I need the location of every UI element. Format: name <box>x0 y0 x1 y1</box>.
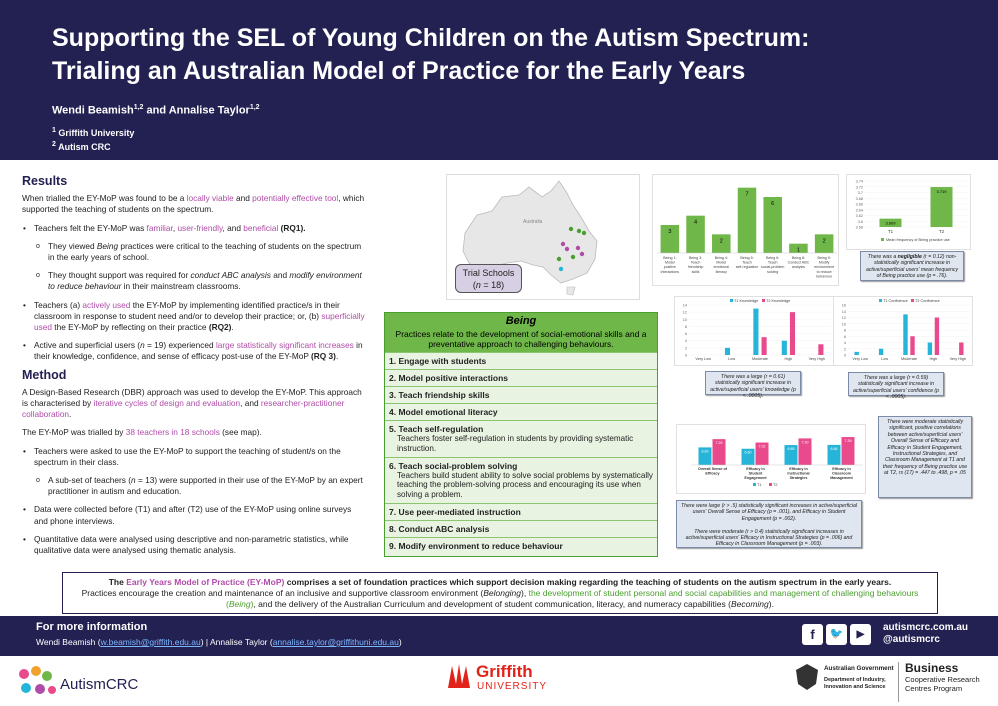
being-item <box>385 537 657 554</box>
chart-bar <box>762 337 767 355</box>
ey-mop-statement: The Early Years Model of Practice (EY-MoP) comprises a set of foundation practices which support decision making regarding the teaching of students on the autism spectrum in the early years. Practices encourage the creation and maintenance of an inclusive and supportive classroom environment (Belonging), the development of student personal and social capabilities and management of challenging behaviours (Being), and the delivery of the Australian Curriculum and development of student communication, literacy, and numeracy capabilities (Becoming). <box>62 572 938 614</box>
data-label: 2 <box>719 238 723 245</box>
tick-label: Model <box>716 260 727 265</box>
chart-knowledge-svg <box>675 297 835 367</box>
y-tick-label: 3.62 <box>855 214 863 218</box>
contact-line: Wendi Beamish (w.beamish@griffith.edu.au) | Annalise Taylor (annalise.taylor@griffithuni.edu.au) <box>36 637 402 647</box>
list-item: • Teachers were asked to use the EY-MoP to support the teaching of student/s on the spectrum in their class. <box>22 446 366 468</box>
chart-efficacy <box>676 424 866 494</box>
y-tick-label: 3.66 <box>855 202 863 207</box>
tick-label: behaviour <box>816 274 833 279</box>
list-item: o They viewed Being practices were critical to the teaching of students on the spectrum in the early years of school. <box>22 241 366 263</box>
griffith-crest-icon <box>444 662 474 692</box>
tick-label: Teach <box>690 260 701 265</box>
y-tick-label: 3.6 <box>857 219 863 224</box>
tick-label: solving <box>767 269 779 274</box>
tick-label: Being 4: <box>714 256 728 260</box>
business-line3: Centres Program <box>905 684 963 693</box>
chart-bar <box>910 336 914 355</box>
twitter-handle: @autismcrc <box>883 634 940 645</box>
tick-label: T1 <box>887 229 894 234</box>
tick-label: T2 <box>938 229 945 234</box>
business-line1: Business <box>905 661 959 675</box>
list-item: o They thought support was required for conduct ABC analysis and modify environment to reduce behaviour in their mainstream classrooms. <box>22 270 366 292</box>
list-item: • Teachers (a) actively used the EY-MoP by implementing identified practice/s in their classroom in response to student need and/or to develop their practice; or, (b) superficially used the EY-MoP by reflecting on their practice (RQ2). <box>22 300 366 334</box>
tick-label: skills <box>691 269 700 274</box>
tick-label: self-regulation <box>735 265 759 270</box>
legend-swatch <box>879 299 882 302</box>
poster-header <box>0 0 998 160</box>
data-label: 6.60 <box>744 450 752 455</box>
authors: Wendi Beamish$^{1,2}$ and Annalise Taylor$^{1,2}$ <box>52 104 260 117</box>
y-tick-label: 12 <box>682 310 687 315</box>
legend-label: T1 Knowledge <box>734 299 759 303</box>
being-item-name: 6. Teach social-problem solving <box>389 460 518 471</box>
tick-label: Very High <box>808 357 826 361</box>
y-tick-label: 0 <box>843 353 846 358</box>
legend-swatch <box>753 483 756 486</box>
chart-bar <box>818 344 823 355</box>
data-label: 7.39 <box>844 439 852 444</box>
y-tick-label: 2 <box>684 346 687 351</box>
tick-label: to reduce <box>816 269 832 274</box>
tick-label: Strategies <box>789 475 808 480</box>
tick-label: Efficacy in <box>832 467 851 471</box>
pin-purple <box>561 242 565 246</box>
being-item-name: 2. Model positive interactions <box>389 373 509 383</box>
hands-icon <box>14 664 58 700</box>
chart-bar <box>879 349 883 355</box>
y-tick-label: 10 <box>682 317 687 322</box>
chart-bar <box>854 352 858 355</box>
being-item <box>385 386 657 403</box>
chart-bar <box>935 318 939 356</box>
pin-green <box>582 231 586 235</box>
tick-label: friendship <box>687 265 704 270</box>
legend-swatch <box>911 299 914 302</box>
legend-swatch <box>762 299 765 302</box>
method-heading: Method <box>22 367 67 382</box>
data-label: 6.69 <box>701 449 709 454</box>
data-label: 7.30 <box>801 440 809 445</box>
being-item <box>385 403 657 420</box>
tick-label: Low <box>728 357 736 361</box>
tick-label: Efficacy in <box>746 467 765 471</box>
being-header <box>385 313 657 352</box>
data-label: 7 <box>745 191 749 198</box>
facebook-icon[interactable]: f <box>802 624 823 645</box>
legend-label: T1 <box>757 483 762 487</box>
gov-line3: Innovation and Science <box>824 684 886 690</box>
chart-confidence <box>833 296 973 366</box>
note-knowledge: There was a large (r = 0.61) statistically significant increase in active/superficial users' knowledge (p < .0005). <box>705 371 801 395</box>
y-tick-label: 4 <box>684 339 687 344</box>
list-item: • Quantitative data were analysed using descriptive and non-parametric statistics, while qualitative data were analysed using thematic analysis. <box>22 534 366 556</box>
y-tick-label: 4 <box>843 341 846 345</box>
tick-label: positive <box>663 265 676 270</box>
tick-label: Being 6: <box>766 256 780 260</box>
website-link[interactable]: autismcrc.com.au <box>883 622 969 633</box>
affiliations: $^1$ Griffith University $^2$ Autism CRC <box>52 126 135 152</box>
results-heading: Results <box>22 174 68 188</box>
being-item-name: 1. Engage with students <box>389 356 487 366</box>
data-label: 3.719 <box>936 189 947 195</box>
pin-green <box>557 257 561 261</box>
being-item-name: 3. Teach friendship skills <box>389 390 490 400</box>
list-item: • Teachers felt the EY-MoP was familiar, user-friendly, and beneficial (RQ1). <box>22 223 366 234</box>
tick-label: Very High <box>949 357 967 361</box>
tick-label: Being 1: <box>663 256 677 260</box>
tick-label: Overall Sense of <box>698 467 727 471</box>
chart-mean-frequency <box>846 174 971 250</box>
chart-mean-frequency-svg <box>847 175 972 251</box>
legend-label: T2 Confidence <box>915 299 940 303</box>
autismcrc-logo-text: AutismCRC <box>60 676 139 693</box>
being-subtitle: Practices relate to the development of social-emotional skills and a preventative approach to challenging behaviours. <box>395 328 647 349</box>
being-item-name: 5. Teach self-regulation <box>389 424 484 434</box>
tick-label: Classroom <box>831 471 852 476</box>
being-item <box>385 352 657 369</box>
y-tick-label: 0 <box>684 353 687 358</box>
twitter-icon[interactable]: 🐦 <box>826 624 847 645</box>
note-efficacy: There were large (r > .5) statistically significant increases in active/superficial users' Overall Sense of Efficacy (p = .001), and Efficacy in Student Engagement (p = .002). There were moderate (r > 0.4) statistically significant increases in active/superficial users' Efficacy in Instructional Strategies (p = .006) and Efficacy in Classroom Management (p = .003). <box>676 500 862 548</box>
tick-label: environment <box>814 265 835 270</box>
legend-swatch <box>769 483 772 486</box>
logo-bar <box>0 656 998 706</box>
y-tick-label: 8 <box>684 324 687 329</box>
chart-bar <box>903 314 907 355</box>
being-item-name: 8. Conduct ABC analysis <box>389 523 490 534</box>
chart-knowledge <box>674 296 834 366</box>
business-crc-logo <box>898 662 994 702</box>
pin-blue <box>559 267 563 271</box>
email-link-taylor[interactable]: annalise.taylor@griffithuni.edu.au <box>272 637 399 647</box>
griffith-logo <box>444 662 574 700</box>
being-item-desc: Teachers build student ability to solve social problems by systematically teaching the problem-solving process and encouraging its use when solving a problem. <box>397 470 653 500</box>
note-correlations: There were moderate statistically significant, positive correlations between active/superficial users' Overall Sense of Efficacy and Efficacy in Student Engagement, Instructional Strategies, and Classroom Management at T1 and their frequency of Being practice use at T2, rs (17) = .447 to .498, p = .05 <box>878 416 972 498</box>
trial-schools-label: Trial Schools (n = 18) <box>455 264 522 293</box>
y-tick-label: 14 <box>682 303 687 308</box>
y-tick-label: 8 <box>843 328 846 333</box>
tick-label: Moderate <box>751 357 769 361</box>
being-item <box>385 420 657 457</box>
gov-line1: Australian Government <box>824 665 894 672</box>
y-tick-label: 3.64 <box>855 208 863 213</box>
y-tick-label: 12 <box>841 316 846 320</box>
pin-green <box>571 255 575 259</box>
y-tick-label: 10 <box>841 322 846 327</box>
list-item: • Data were collected before (T1) and after (T2) use of the EY-MoP using online surveys and phone interviews. <box>22 504 366 526</box>
y-tick-label: 3.58 <box>855 225 863 230</box>
tick-label: Conduct ABC <box>787 260 810 265</box>
being-item-desc: Teachers foster self-regulation in students by providing systematic instruction. <box>397 434 634 453</box>
map-label: Australia <box>523 219 543 225</box>
australian-government-logo <box>792 662 896 702</box>
y-tick-label: 3.74 <box>855 179 863 184</box>
method-p2: The EY-MoP was trialled by 38 teachers in 18 schools (see map). <box>22 427 262 438</box>
tick-label: Teach <box>742 260 752 265</box>
being-item-name: 9. Modify environment to reduce behaviour <box>389 540 563 551</box>
y-tick-label: 6 <box>684 332 687 337</box>
tick-label: Model <box>664 260 675 265</box>
tick-label: Being 9: <box>817 256 831 260</box>
tick-label: High <box>784 357 793 361</box>
legend-swatch <box>730 299 733 302</box>
being-practices-box <box>384 312 658 557</box>
results-intro: When trialled the EY-MoP was found to be a locally viable and potentially effective tool, which supported the teaching of students on the spectrum. <box>22 193 365 215</box>
being-item <box>385 503 657 520</box>
gov-line2: Department of Industry, <box>824 677 886 683</box>
coat-of-arms-icon <box>792 662 822 692</box>
pin-purple <box>576 246 580 250</box>
chart-bar <box>959 343 963 356</box>
y-tick-label: 3.72 <box>855 185 863 190</box>
being-item <box>385 520 657 537</box>
tick-label: Being 8: <box>791 256 806 260</box>
data-label: 2 <box>822 238 826 245</box>
tick-label: social-problem <box>761 265 785 270</box>
tick-label: Moderate <box>900 357 918 361</box>
results-list <box>22 223 366 363</box>
pin-green <box>569 227 573 231</box>
data-label: 3.609 <box>885 220 896 226</box>
data-label: 6.85 <box>787 447 795 452</box>
tick-label: Management <box>830 475 853 480</box>
being-item <box>385 369 657 386</box>
chart-efficacy-svg <box>677 425 867 495</box>
tick-label: Low <box>881 357 889 361</box>
y-tick-label: 2 <box>843 347 846 352</box>
left-column <box>22 176 366 563</box>
tick-label: interactions <box>660 269 680 274</box>
chart-being-practices <box>652 174 839 286</box>
y-tick-label: 3.68 <box>855 196 863 201</box>
chart-bar <box>725 348 730 355</box>
y-tick-label: 3.7 <box>857 191 863 195</box>
being-list <box>385 352 657 554</box>
griffith-logo-text: Griffith <box>476 662 533 681</box>
tick-label: Efficacy <box>705 471 720 476</box>
tick-label: Being 3: <box>688 256 703 260</box>
data-label: 6 <box>771 201 775 207</box>
method-list <box>22 446 366 557</box>
being-item-name: 4. Model emotional literacy <box>389 407 498 417</box>
pin-purple <box>580 252 584 256</box>
youtube-icon[interactable]: ▶ <box>850 624 871 645</box>
being-item <box>385 457 657 503</box>
tick-label: Teach <box>767 260 778 265</box>
autismcrc-logo <box>14 664 164 700</box>
tick-label: Modify <box>818 260 830 265</box>
chart-being-practices-svg <box>653 175 840 287</box>
data-label: 3 <box>668 229 672 235</box>
chart-bar <box>753 309 758 355</box>
tick-label: Very Low <box>695 357 712 361</box>
tick-label: High <box>929 357 938 361</box>
being-title: Being <box>505 315 537 327</box>
data-label: 7.02 <box>758 444 766 449</box>
legend-swatch <box>881 238 884 241</box>
more-info-heading: For more information <box>36 621 148 633</box>
griffith-logo-subtext: UNIVERSITY <box>477 681 548 692</box>
tick-label: literacy <box>715 269 727 274</box>
poster-title: Supporting the SEL of Young Children on the Autism Spectrum: Trialing an Australian Model of Practice for the Early Years <box>52 24 810 85</box>
note-confidence: There was a large (r = 0.59) statistically significant increase in active/superficial users' confidence (p < .0005). <box>848 372 944 396</box>
tick-label: analysis <box>791 265 805 270</box>
pin-purple <box>565 247 569 251</box>
data-label: 6.86 <box>830 446 838 451</box>
email-link-beamish[interactable]: w.beamish@griffith.edu.au <box>100 637 201 647</box>
chart-bar <box>782 341 787 355</box>
tick-label: Efficacy in <box>789 467 808 471</box>
footer <box>0 616 998 656</box>
tick-label: Instructional <box>787 471 810 476</box>
list-item: • Active and superficial users (n = 19) experienced large statistically significant increases in their knowledge, confidence, and sense of efficacy post-use of the EY-MoP (RQ 3). <box>22 340 366 362</box>
legend-label: T1 Confidence <box>883 299 908 303</box>
tick-label: emotional <box>713 265 730 270</box>
data-label: 4 <box>694 219 698 226</box>
chart-bar <box>928 343 932 356</box>
legend-label: T2 Knowledge <box>766 299 791 303</box>
contact-site <box>883 622 968 646</box>
business-line2: Cooperative Research <box>905 675 980 684</box>
method-p1: A Design-Based Research (DBR) approach was used to develop the EY-MoP. This approach is characterised by iterative cycles of design and evaluation, and researcher-practitioner collaboration. <box>22 386 362 420</box>
data-label: 7.25 <box>715 441 723 446</box>
being-item-name: 7. Use peer-mediated instruction <box>389 506 521 517</box>
legend-label: T2 <box>773 483 778 487</box>
tick-label: Engagement <box>744 475 767 480</box>
tick-label: Being 5: <box>740 256 754 260</box>
list-item: o A sub-set of teachers (n = 13) were supported in their use of the EY-MoP by an expert practitioner in autism and education. <box>22 475 366 497</box>
legend-label: Mean frequency of Being practice use <box>886 238 950 242</box>
tick-label: Very Low <box>852 357 869 361</box>
chart-bar <box>790 312 795 355</box>
data-label: 1 <box>796 247 800 254</box>
tick-label: Student <box>748 471 763 476</box>
y-tick-label: 6 <box>843 334 846 339</box>
note-frequency: There was a negligible (r = 0.12) non-statistically significant increase in active/superficial users' mean frequency of Being practice use (p = .76). <box>860 251 964 281</box>
y-tick-label: 14 <box>841 309 846 314</box>
chart-confidence-svg <box>834 297 974 367</box>
y-tick-label: 16 <box>841 303 846 308</box>
pin-green <box>577 229 581 233</box>
